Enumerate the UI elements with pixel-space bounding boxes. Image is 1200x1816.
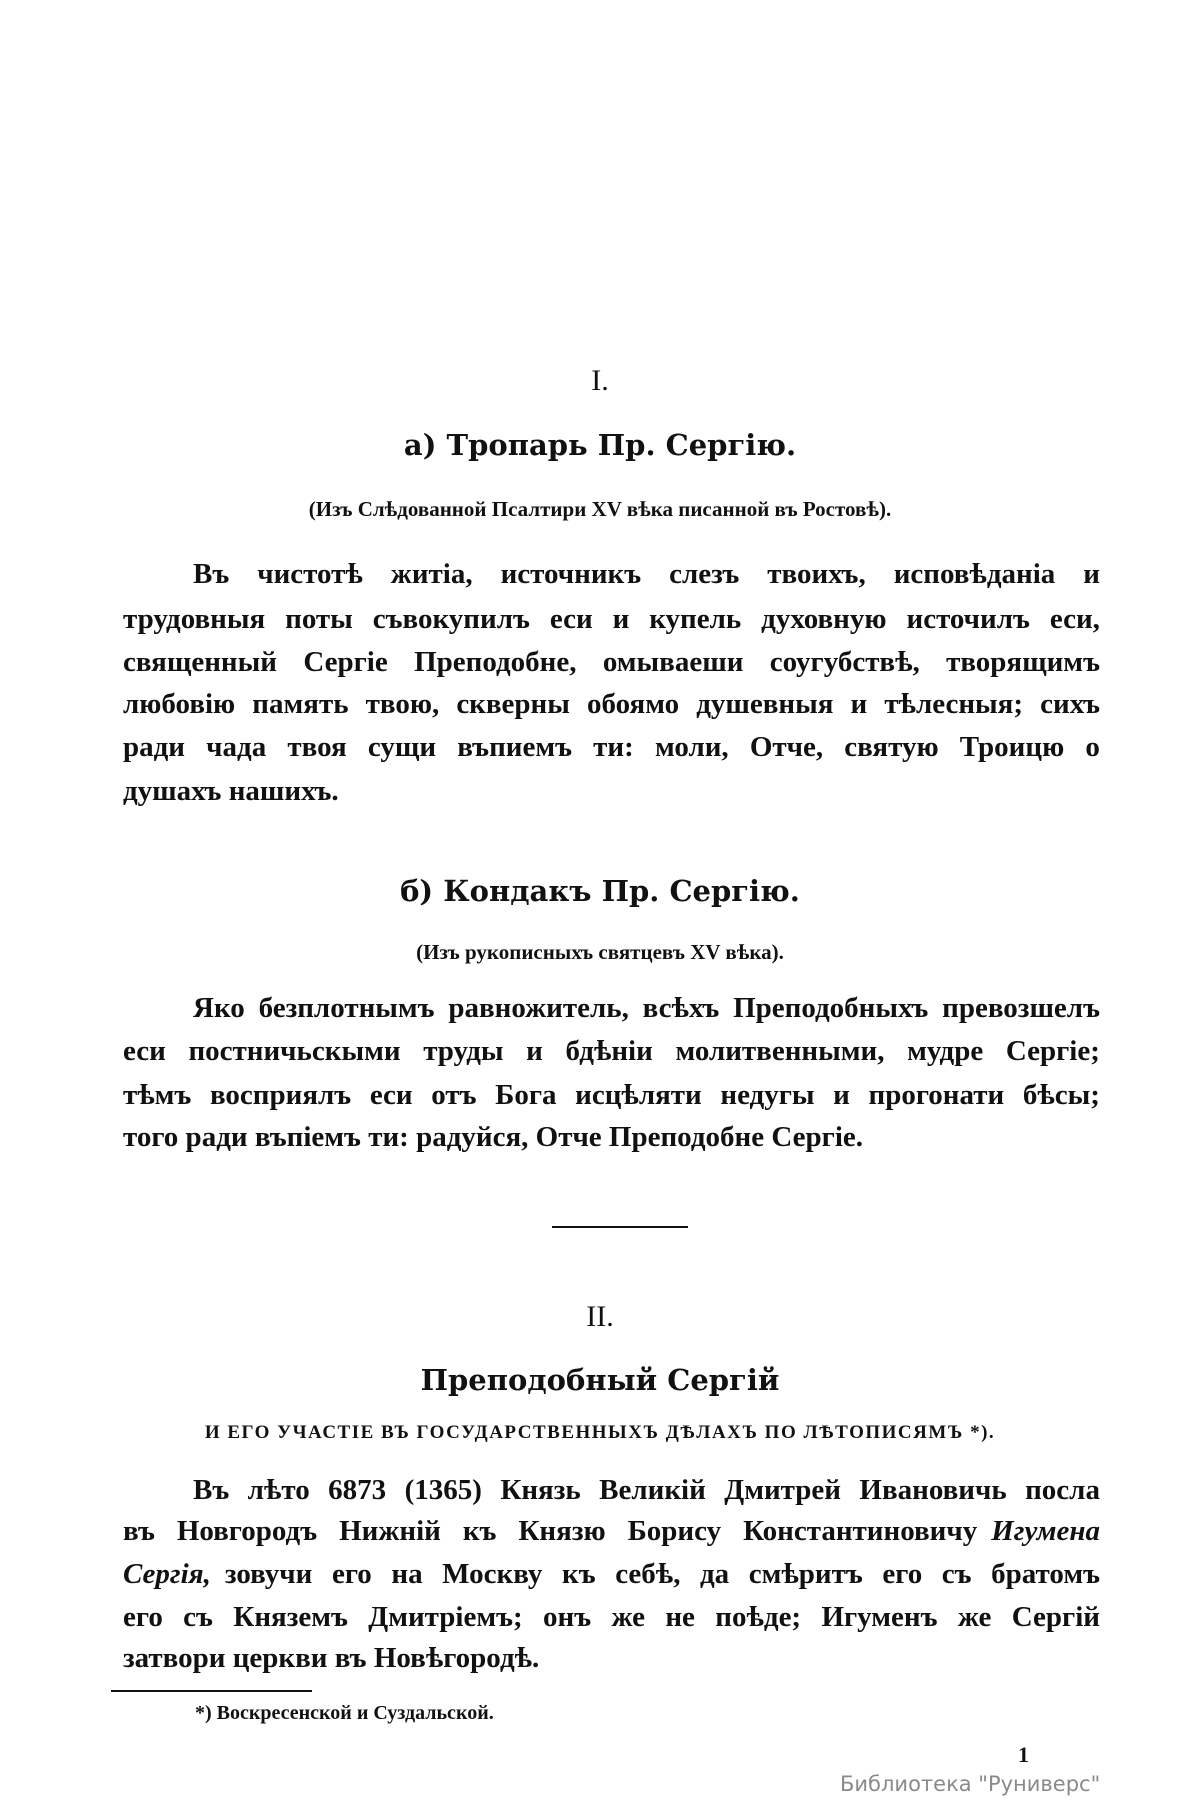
word: о (1085, 731, 1100, 763)
footnote: *) Воскресенской и Суздальской. (195, 1702, 494, 1724)
word: онъ (543, 1601, 592, 1633)
word: и (1083, 558, 1100, 590)
italic-name: Игумена (991, 1515, 1100, 1547)
word: молитвенными, (675, 1035, 885, 1067)
word: равножитель, (448, 992, 629, 1024)
word: въ (123, 1515, 155, 1547)
word: обоямо (586, 688, 680, 720)
word: чистотѣ (257, 558, 363, 590)
word: Сергій (1011, 1601, 1100, 1633)
kontakion-heading: б) Кондакъ Пр. Сергію. (400, 874, 800, 908)
word: моли, (654, 731, 729, 763)
word: сихъ (1040, 688, 1100, 720)
word: Княземъ (233, 1601, 348, 1633)
word: лѣто (247, 1474, 310, 1506)
word: святую (844, 731, 939, 763)
word: прогонати (868, 1079, 1005, 1111)
word: Игуменъ (821, 1601, 938, 1633)
word: поѣде; (715, 1601, 802, 1633)
page-number: 1 (1018, 1742, 1029, 1767)
library-watermark: Библиотека "Руниверс" (840, 1772, 1101, 1796)
word: твоихъ, (767, 558, 866, 590)
text-line: затвори церкви въ Новѣгородѣ. (123, 1642, 540, 1674)
text-line: душахъ нашихъ. (123, 775, 339, 807)
word: его (123, 1601, 163, 1633)
word: Преподобныхъ (733, 992, 929, 1024)
text-line (123, 1558, 1100, 1591)
word: Преподобне, (414, 646, 577, 678)
word: источилъ (906, 603, 1030, 635)
word: соугубствѣ, (769, 646, 920, 678)
word: и (612, 603, 630, 635)
word: да (700, 1558, 730, 1590)
text-line (123, 603, 1100, 636)
word: Великій (599, 1474, 706, 1506)
word: духовную (761, 603, 887, 635)
word: Яко (193, 992, 245, 1024)
word: труды (423, 1035, 504, 1067)
word: еси (369, 1079, 413, 1111)
word: 6873 (328, 1474, 387, 1506)
word: омываеши (602, 646, 744, 678)
text-line (193, 558, 1100, 591)
word: его (331, 1558, 372, 1590)
word: память (252, 688, 349, 720)
word: братомъ (991, 1558, 1100, 1590)
word: не (665, 1601, 695, 1633)
word: Отче, (749, 731, 824, 763)
word: Князю (518, 1515, 606, 1547)
word: источникъ (500, 558, 642, 590)
word: творящимъ (946, 646, 1100, 678)
word: Дмитріемъ; (368, 1601, 523, 1633)
word: чада (206, 731, 267, 763)
word: священный (123, 646, 277, 678)
word: тѣлесныя; (884, 688, 1024, 720)
word: Сергіе (303, 646, 388, 678)
word: ради (123, 731, 186, 763)
word: слезъ (669, 558, 740, 590)
section-divider (552, 1226, 688, 1228)
word: Троицю (959, 731, 1065, 763)
word: на (391, 1558, 423, 1590)
troparion-source: (Изъ Слѣдованной Псалтири XV вѣка писанной въ Ростовѣ). (308, 497, 892, 521)
section2-heading: Преподобный Сергій (420, 1363, 780, 1397)
word: же (611, 1601, 645, 1633)
word: твою, (365, 688, 440, 720)
word: поты (285, 603, 353, 635)
word: Въ (193, 1474, 230, 1506)
word: бдѣніи (565, 1035, 653, 1067)
word: исповѣданіа (893, 558, 1056, 590)
text-line (123, 646, 1100, 679)
word: въпиемъ (457, 731, 573, 763)
text-line (123, 731, 1100, 764)
word: Новгородъ (176, 1515, 318, 1547)
word: зовучи (224, 1558, 313, 1590)
word: съ (941, 1558, 972, 1590)
text-line (193, 992, 1100, 1025)
word: отъ (431, 1079, 477, 1111)
word: еси (549, 603, 593, 635)
word: тѣмъ (123, 1079, 192, 1111)
word: недугы (720, 1079, 815, 1111)
word: смѣритъ (748, 1558, 863, 1590)
word: постничьскыми (188, 1035, 401, 1067)
word: Константиновичу (743, 1515, 978, 1547)
word: всѣхъ (642, 992, 720, 1024)
word: Въ (193, 558, 230, 590)
text-line: того ради въпіемъ ти: радуйся, Отче Преподобне Сергіе. (123, 1121, 863, 1153)
word: Дмитрей (724, 1474, 841, 1506)
word: душевныя (696, 688, 834, 720)
word: (1365) (404, 1474, 482, 1506)
word: и (833, 1079, 850, 1111)
word: еси, (1049, 603, 1100, 635)
word: бѣсы; (1022, 1079, 1100, 1111)
word: купель (649, 603, 742, 635)
word: же (957, 1601, 992, 1633)
word: съвокупилъ (372, 603, 530, 635)
word: мудре (907, 1035, 984, 1067)
text-line (123, 1515, 1100, 1548)
text-line (123, 1601, 1100, 1634)
word: безплотнымъ (258, 992, 435, 1024)
word: Бога (495, 1079, 557, 1111)
section2-subheading: И ЕГО УЧАСТІЕ ВЪ ГОСУДАРСТВЕННЫХЪ ДѢЛАХЪ ПО ЛѢТОПИСЯМЪ *). (204, 1422, 996, 1443)
word: превозшелъ (942, 992, 1100, 1024)
word: Сергіе; (1005, 1035, 1100, 1067)
word: трудовныя (123, 603, 266, 635)
word: Ивановичь (859, 1474, 1007, 1506)
text-line (123, 688, 1100, 721)
word: къ (462, 1515, 497, 1547)
text-line (193, 1474, 1100, 1507)
word: Нижній (339, 1515, 441, 1547)
word: сущи (367, 731, 437, 763)
word: себѣ, (615, 1558, 681, 1590)
word: житіа, (390, 558, 473, 590)
footnote-rule (111, 1690, 312, 1692)
troparion-heading: а) Тропарь Пр. Сергію. (403, 428, 797, 462)
word: къ (561, 1558, 596, 1590)
text-span (123, 1515, 977, 1548)
word: Князь (500, 1474, 581, 1506)
word: любовію (123, 688, 236, 720)
italic-name: Сергія, (123, 1558, 211, 1590)
word: и (850, 688, 868, 720)
word: ти: (593, 731, 634, 763)
word: исцѣляти (575, 1079, 702, 1111)
word: еси (123, 1035, 166, 1067)
word: Борису (627, 1515, 722, 1547)
word: и (526, 1035, 543, 1067)
word: его (882, 1558, 923, 1590)
section-numeral-2: II. (586, 1300, 614, 1333)
kontakion-source: (Изъ рукописныхъ святцевъ XV вѣка). (416, 940, 784, 964)
word: Москву (442, 1558, 543, 1590)
word: восприялъ (209, 1079, 352, 1111)
section-numeral-1: I. (591, 364, 609, 397)
text-span (225, 1558, 1100, 1591)
word: твоя (287, 731, 347, 763)
text-line (123, 1035, 1100, 1068)
word: скверны (456, 688, 570, 720)
word: посла (1025, 1474, 1100, 1506)
text-line (123, 1079, 1100, 1112)
word: съ (183, 1601, 213, 1633)
